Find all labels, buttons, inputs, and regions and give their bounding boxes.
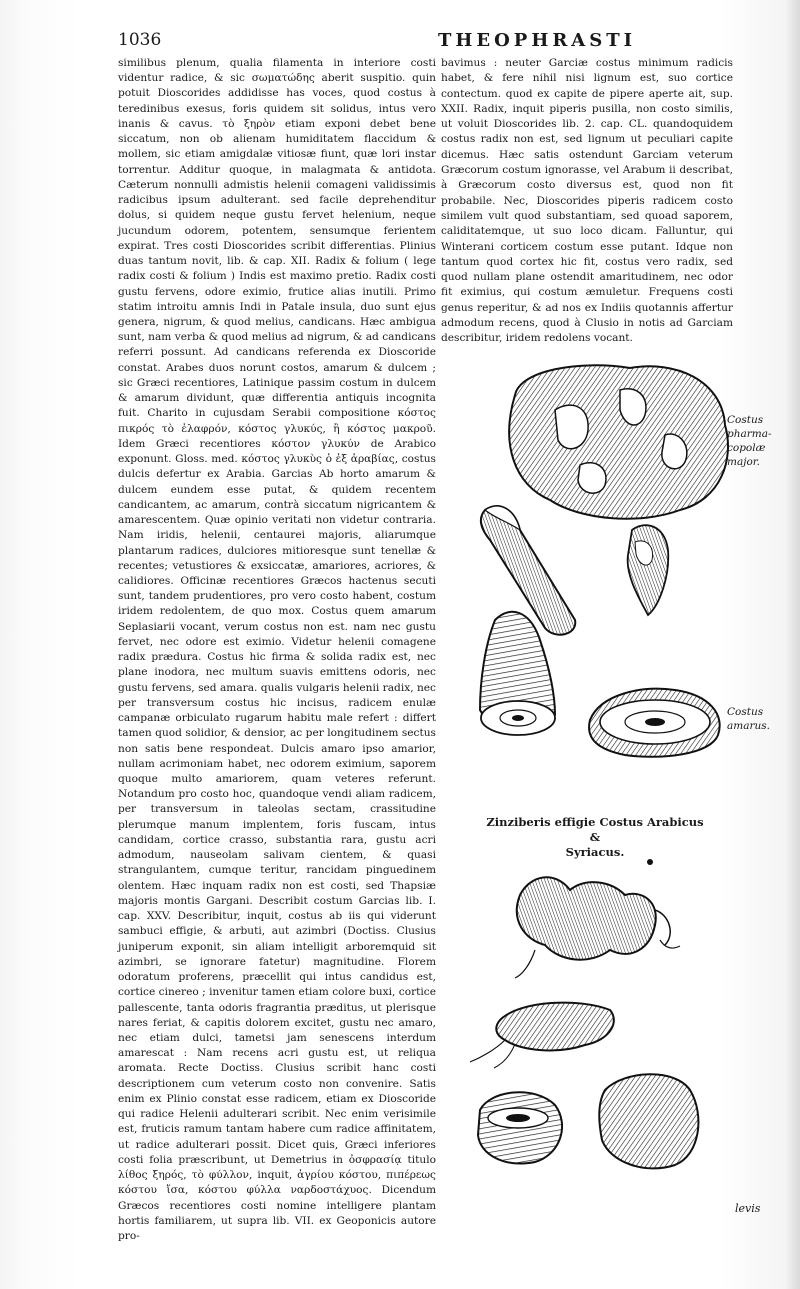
- label-costus-pharmacopolae-major: [727, 413, 772, 469]
- label-line: copolæ: [727, 442, 766, 454]
- label-line: Costus: [727, 414, 764, 426]
- page-number: 1036: [118, 30, 162, 50]
- label-line: pharma-: [727, 428, 772, 440]
- cross-section-figure: [589, 689, 720, 757]
- conical-root-figure: [480, 612, 555, 735]
- elongated-root-figure: [470, 1003, 614, 1068]
- right-text-column: [441, 56, 733, 345]
- bottom-left-chunk-figure: [478, 1092, 562, 1163]
- caption-line: Syriacus.: [565, 845, 625, 859]
- small-fragment-figure: [628, 525, 669, 615]
- left-column-text: similibus plenum, qualia filamenta in interiore costi videntur radice, & sic σωματώδης aberit suspitio. quin potuit Dioscorides addidisse has voces, quod costus à teredinibus exesus, foris quidem sit solidus, intus vero inanis & cavus. τὸ ξηρὸν etiam exponi debet bene siccatum, non ob alienam humiditatem flaccidum & mollem, sic etiam amigdalæ vitiosæ fiunt, quæ lori instar torrentur. Additur quoque, in malagmata & antidota. Cæterum nonnulli admistis helenii comageni validissimis radicibus ipsum adulterant. sed facile deprehenditur dolus, si quidem neque gustu fervet helenium, neque jucundum odorem, potentem, sensumque ferientem expirat. Tres costi Dioscorides scribit differentias. Plinius duas tantum novit, lib. & cap. XII. Radix & folium ( lege radix costi & folium ) Indis est maximo pretio. Radix costi gustu fervens, odore eximio, frutice alias inutili. Primo statim introitu amnis Indi in Patale insula, duo sunt ejus genera, nigrum, & quod melius, candicans. Hæc ambigua sunt, nam verba & quod melius ad nigrum, & ad candicans referri possunt. Ad candicans referenda ex Dioscoride constat. Arabes duos norunt costos, amarum & dulcem ; sic Græci recentiores, Latinique passim costum in dulcem & amarum dividunt, quæ differentia antiquis incognita fuit. Charito in cujusdam Serabii compositione κόστος πικρός τὸ ἐλαφρόν, κόστος γλυκύς, ἢ κόστος μακροῦ. Idem Græci recentiores κόστον γλυκύν de Arabico exponunt. Gloss. med. κόστος γλυκὺς ὁ ἐξ ἀραβίας, costus dulcis defertur ex Arabia. Garcias Ab horto amarum & dulcem eundem esse putat, & quidem recentem candicantem, ac amarum, contrà siccatum nigricantem & amarescentem. Quæ opinio veritati non videtur contraria. Nam iridis, helenii, centaurei majoris, aliarumque plantarum radices, dulciores mitioresque sunt tenellæ & recentes; vetustiores & exsiccatæ, amariores, acriores, & calidiores. Officinæ recentiores Græcos hactenus secuti sunt, tandem prudentiores, pro vero costo habent, costum iridem redolentem, de quo mox. Costus quem amarum Seplasiarii vocant, verum costus non est. nam nec gustu fervet, nec odore est eximio. Videtur helenii comagene radix prædura. Costus hic firma & solida radix est, nec plane inodora, nec multum suavis emittens odoris, nec gustu fervens, sed amara. qualis vulgaris helenii radix, nec per transversum costus hic incisus, radicem enulæ campanæ orbiculato rugarum habitu male refert : differt tamen quod solidior, & densior, ac per longitudinem sectus non satis bene respondeat. Dulcis amaro ipso amarior, nullam acrimoniam habet, nec odorem eximium, saporem quoque multo amariorem, quam veteres referunt. Notandum pro costo hoc, quandoque vendi aliam radicem, per transversum in taleolas sectam, crassitudine plerumque manum implentem, foris fuscam, intus candidam, cortice crasso, substantia rara, gustu acri admodum, nauseolam salivam cientem, & quasi strangulantem, cumque teritur, rancidam pinguedinem olentem. Hæc inquam radix non est costi, sed Thapsiæ majoris montis Gargani. Describit costum Garcias lib. I. cap. XXV. Describitur, inquit, costus ab iis qui viderunt sambuci effigie, & arbuti, aut azimbri (Doctiss. Clusius juniperum exponit, sin aliam intelligit arboremquid sit azimbri, se ignorare fatetur) magnitudine. Florem odoratum proferens, præcellit qui intus candidus est, cortice cinereo ; invenitur tamen etiam colore buxi, cortice pallescente, tanta odoris fragrantia præditus, ut plerisque nares feriat, & capitis dolorem excitet, gustu nec amaro, nec etiam dulci, tametsi jam senescens interdum amarescat : Nam recens acri gustu est, ut reliqua aromata. Recte Doctiss. Clusius scribit hanc costi descriptionem cum veterum costo non convenire. Satis enim ex Plinio constat esse radicem, etiam ex Dioscoride qui radice Helenii adulterari scribit. Nec enim verisimile est, fruticis ramum tantam habere cum radice affinitatem, ut radice adulterari possit. Dicet quis, Græci inferiores costi folia præscribunt, ut Demetrius in ὀσφρασίᾳ titulo λίθος ξηρός, τὸ φύλλον, inquit, ἀγρίου κόστου, πιπέρεως κόστου ἴσα, κόστου φύλλα ναρδοστάχυος. Dicendum Græcos recentiores costi nomine intelligere plantam hortis familiarem, ut supra lib. VII. ex Geoponicis autore pro-: [118, 57, 436, 1243]
- right-column-text: bavimus : neuter Garciæ costus minimum radicis habet, & fere nihil nisi lignum est, suo cortice contectum. quod ex capite de pipere aperte ait, sup. XXII. Radix, inquit piperis pusilla, non costo similis, ut voluit Dioscorides lib. 2. cap. CL. quandoquidem costus radix non est, sed lignum ut peculiari capite dicemus. Hæc satis ostendunt Garciam veterum Græcorum costum ignorasse, vel Arabum ii describat, à Græcorum costo diversus est, quod non fit probabile. Nec, Dioscorides piperis radicem costo similem vult quod substantiam, sed quoad saporem, caliditatemque, ut suo loco dicam. Falluntur, qui Winterani corticem costum esse putant. Idque non tantum quod cortex hic fit, costus vero radix, sed quod nullam plane ostendit amaritudinem, nec odor fit eximius, qui costum æmuletur. Frequens costi genus reperitur, & ad nos ex Indiis quotannis affertur admodum recens, quod à Clusio in notis ad Garciam describitur, iridem redolens vocant.: [441, 57, 733, 345]
- label-line: amarus.: [727, 720, 770, 732]
- label-line: Costus: [727, 706, 764, 718]
- label-costus-amarus: [727, 705, 770, 733]
- figure-caption: [480, 815, 710, 860]
- caption-line: Zinziberis effigie Costus Arabicus &: [486, 815, 704, 844]
- running-title: THEOPHRASTI: [438, 30, 637, 51]
- bottom-right-chunk-figure: [599, 1074, 698, 1168]
- catchword: levis: [735, 1202, 761, 1215]
- split-root-figure: [481, 506, 575, 635]
- left-text-column: [118, 56, 436, 1243]
- large-root-figure: [509, 365, 728, 518]
- ginger-root-figure: [515, 859, 680, 978]
- label-line: major.: [727, 456, 760, 468]
